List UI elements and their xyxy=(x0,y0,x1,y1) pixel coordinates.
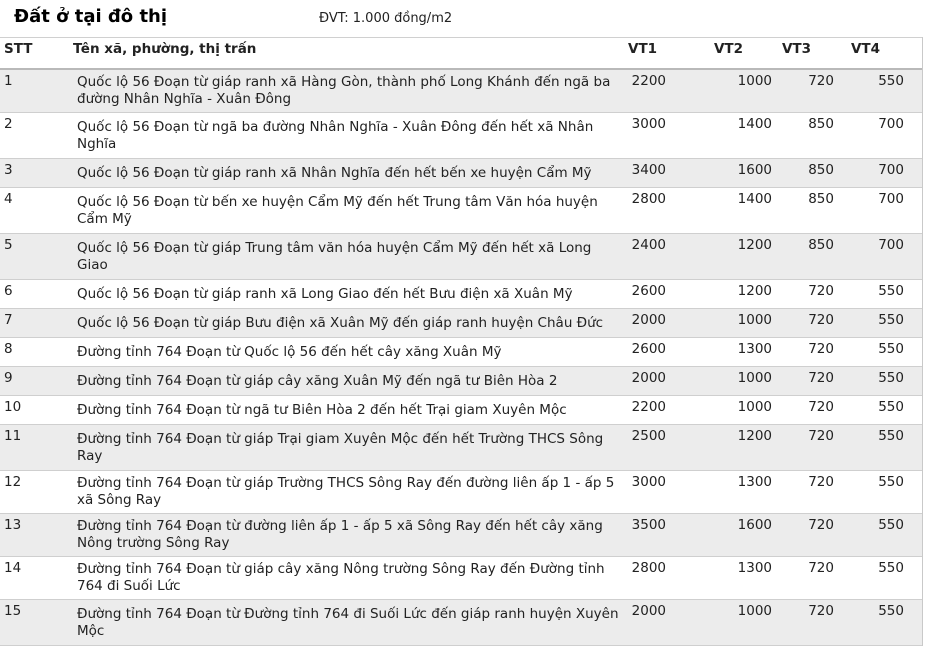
cell-vt4: 700 xyxy=(878,191,904,207)
cell-vt3: 720 xyxy=(808,428,834,444)
cell-stt: 6 xyxy=(4,283,13,299)
cell-stt: 10 xyxy=(4,399,22,415)
price-table xyxy=(0,37,923,646)
unit-label: ĐVT: 1.000 đồng/m2 xyxy=(319,11,453,26)
cell-vt1: 2500 xyxy=(631,428,666,444)
cell-vt4: 700 xyxy=(878,116,904,132)
cell-name-text: Quốc lộ 56 Đoạn từ giáp ranh xã Nhân Nghĩa đến hết bến xe huyện Cẩm Mỹ xyxy=(77,165,592,181)
cell-name xyxy=(76,113,626,158)
column-header-vt1: VT1 xyxy=(628,41,658,57)
cell-vt4: 550 xyxy=(878,517,904,533)
table-row xyxy=(0,159,922,188)
cell-name xyxy=(76,514,626,556)
cell-name xyxy=(76,70,626,112)
cell-stt: 3 xyxy=(4,162,13,178)
cell-vt1: 2000 xyxy=(631,370,666,386)
cell-name xyxy=(76,234,626,279)
cell-stt: 13 xyxy=(4,517,22,533)
cell-name xyxy=(76,396,626,424)
cell-vt2: 1000 xyxy=(737,312,772,328)
cell-vt1: 3000 xyxy=(631,116,666,132)
cell-vt2: 1300 xyxy=(737,560,772,576)
cell-vt3: 720 xyxy=(808,399,834,415)
cell-name-text: Đường tỉnh 764 Đoạn từ ngã tư Biên Hòa 2 đến hết Trại giam Xuyên Mộc xyxy=(77,402,567,418)
cell-vt3: 720 xyxy=(808,73,834,89)
cell-stt: 4 xyxy=(4,191,13,207)
cell-vt1: 2200 xyxy=(631,399,666,415)
table-body xyxy=(0,70,922,646)
cell-name xyxy=(76,425,626,470)
cell-vt2: 1000 xyxy=(737,73,772,89)
table-row xyxy=(0,309,922,338)
cell-name xyxy=(76,471,626,513)
cell-vt2: 1000 xyxy=(737,399,772,415)
cell-name-text: Quốc lộ 56 Đoạn từ ngã ba đường Nhân Nghĩa - Xuân Đông đến hết xã Nhân Nghĩa xyxy=(77,119,594,152)
cell-vt2: 1600 xyxy=(737,517,772,533)
cell-name-text: Đường tỉnh 764 Đoạn từ Đường tỉnh 764 đi Suối Lức đến giáp ranh huyện Xuyên Mộc xyxy=(77,606,619,639)
cell-name-text: Quốc lộ 56 Đoạn từ bến xe huyện Cẩm Mỹ đến hết Trung tâm Văn hóa huyện Cẩm Mỹ xyxy=(77,194,598,227)
cell-vt3: 720 xyxy=(808,560,834,576)
table-header xyxy=(0,37,922,70)
cell-vt3: 850 xyxy=(808,237,834,253)
column-header-vt4: VT4 xyxy=(850,41,880,57)
cell-vt1: 2800 xyxy=(631,560,666,576)
cell-vt4: 700 xyxy=(878,162,904,178)
cell-vt1: 2000 xyxy=(631,603,666,619)
cell-name xyxy=(76,557,626,599)
cell-vt4: 550 xyxy=(878,283,904,299)
cell-vt1: 3000 xyxy=(631,474,666,490)
cell-stt: 11 xyxy=(4,428,22,444)
cell-vt4: 550 xyxy=(878,312,904,328)
cell-name xyxy=(76,159,626,187)
cell-stt: 2 xyxy=(4,116,13,132)
table-row xyxy=(0,367,922,396)
cell-vt3: 720 xyxy=(808,474,834,490)
cell-stt: 12 xyxy=(4,474,22,490)
cell-vt1: 3400 xyxy=(631,162,666,178)
table-row xyxy=(0,600,922,646)
cell-vt4: 700 xyxy=(878,237,904,253)
cell-stt: 15 xyxy=(4,603,22,619)
table-row xyxy=(0,234,922,280)
column-header-stt: STT xyxy=(4,41,33,57)
column-header-name: Tên xã, phường, thị trấn xyxy=(73,41,257,57)
cell-vt1: 2200 xyxy=(631,73,666,89)
cell-vt4: 550 xyxy=(878,603,904,619)
cell-vt1: 2600 xyxy=(631,341,666,357)
cell-name-text: Đường tỉnh 764 Đoạn từ Quốc lộ 56 đến hết cây xăng Xuân Mỹ xyxy=(77,344,502,360)
cell-vt3: 720 xyxy=(808,517,834,533)
cell-name xyxy=(76,188,626,233)
cell-vt2: 1000 xyxy=(737,603,772,619)
cell-vt3: 850 xyxy=(808,116,834,132)
page-title: Đất ở tại đô thị xyxy=(14,6,168,27)
table-row xyxy=(0,425,922,471)
cell-vt4: 550 xyxy=(878,73,904,89)
cell-vt3: 850 xyxy=(808,191,834,207)
cell-name xyxy=(76,600,626,645)
cell-name-text: Quốc lộ 56 Đoạn từ giáp Bưu điện xã Xuân Mỹ đến giáp ranh huyện Châu Đức xyxy=(77,315,604,331)
column-header-vt2: VT2 xyxy=(713,41,743,57)
cell-vt4: 550 xyxy=(878,474,904,490)
cell-stt: 8 xyxy=(4,341,13,357)
cell-stt: 5 xyxy=(4,237,13,253)
table-row xyxy=(0,113,922,159)
table-row xyxy=(0,188,922,234)
cell-name xyxy=(76,280,626,308)
cell-name xyxy=(76,367,626,395)
cell-name-text: Đường tỉnh 764 Đoạn từ giáp cây xăng Xuân Mỹ đến ngã tư Biên Hòa 2 xyxy=(77,373,558,389)
cell-name xyxy=(76,338,626,366)
cell-vt1: 2800 xyxy=(631,191,666,207)
cell-stt: 1 xyxy=(4,73,13,89)
table-row xyxy=(0,514,922,557)
cell-vt3: 720 xyxy=(808,283,834,299)
page-header xyxy=(0,0,929,37)
cell-vt3: 720 xyxy=(808,370,834,386)
cell-vt3: 850 xyxy=(808,162,834,178)
cell-name-text: Quốc lộ 56 Đoạn từ giáp ranh xã Long Giao đến hết Bưu điện xã Xuân Mỹ xyxy=(77,286,573,302)
cell-vt2: 1300 xyxy=(737,474,772,490)
table-row xyxy=(0,396,922,425)
cell-vt4: 550 xyxy=(878,560,904,576)
cell-vt2: 1400 xyxy=(737,191,772,207)
table-row xyxy=(0,70,922,113)
cell-name-text: Đường tỉnh 764 Đoạn từ giáp cây xăng Nông trường Sông Ray đến Đường tỉnh 764 đi Suối Lức xyxy=(77,561,605,594)
cell-vt2: 1200 xyxy=(737,283,772,299)
table-row xyxy=(0,338,922,367)
table-row xyxy=(0,280,922,309)
cell-vt4: 550 xyxy=(878,428,904,444)
cell-vt1: 3500 xyxy=(631,517,666,533)
cell-vt4: 550 xyxy=(878,341,904,357)
cell-vt2: 1600 xyxy=(737,162,772,178)
cell-vt1: 2000 xyxy=(631,312,666,328)
cell-name-text: Đường tỉnh 764 Đoạn từ giáp Trường THCS Sông Ray đến đường liên ấp 1 - ấp 5 xã Sông Ray xyxy=(77,475,615,508)
cell-name-text: Đường tỉnh 764 Đoạn từ đường liên ấp 1 - ấp 5 xã Sông Ray đến hết cây xăng Nông trường Sông Ray xyxy=(77,518,603,551)
table-row xyxy=(0,471,922,514)
cell-vt2: 1400 xyxy=(737,116,772,132)
table-row xyxy=(0,557,922,600)
cell-vt2: 1200 xyxy=(737,428,772,444)
cell-stt: 9 xyxy=(4,370,13,386)
cell-vt3: 720 xyxy=(808,603,834,619)
cell-vt3: 720 xyxy=(808,341,834,357)
cell-vt2: 1300 xyxy=(737,341,772,357)
cell-vt1: 2600 xyxy=(631,283,666,299)
cell-vt2: 1200 xyxy=(737,237,772,253)
cell-vt4: 550 xyxy=(878,370,904,386)
cell-name-text: Đường tỉnh 764 Đoạn từ giáp Trại giam Xuyên Mộc đến hết Trường THCS Sông Ray xyxy=(77,431,604,464)
cell-stt: 7 xyxy=(4,312,13,328)
cell-name-text: Quốc lộ 56 Đoạn từ giáp Trung tâm văn hóa huyện Cẩm Mỹ đến hết xã Long Giao xyxy=(77,240,592,273)
cell-name-text: Quốc lộ 56 Đoạn từ giáp ranh xã Hàng Gòn, thành phố Long Khánh đến ngã ba đường Nhân Nghĩa - Xuân Đông xyxy=(77,74,611,107)
cell-stt: 14 xyxy=(4,560,22,576)
cell-vt2: 1000 xyxy=(737,370,772,386)
cell-vt4: 550 xyxy=(878,399,904,415)
cell-vt1: 2400 xyxy=(631,237,666,253)
cell-vt3: 720 xyxy=(808,312,834,328)
cell-name xyxy=(76,309,626,337)
column-header-vt3: VT3 xyxy=(781,41,811,57)
